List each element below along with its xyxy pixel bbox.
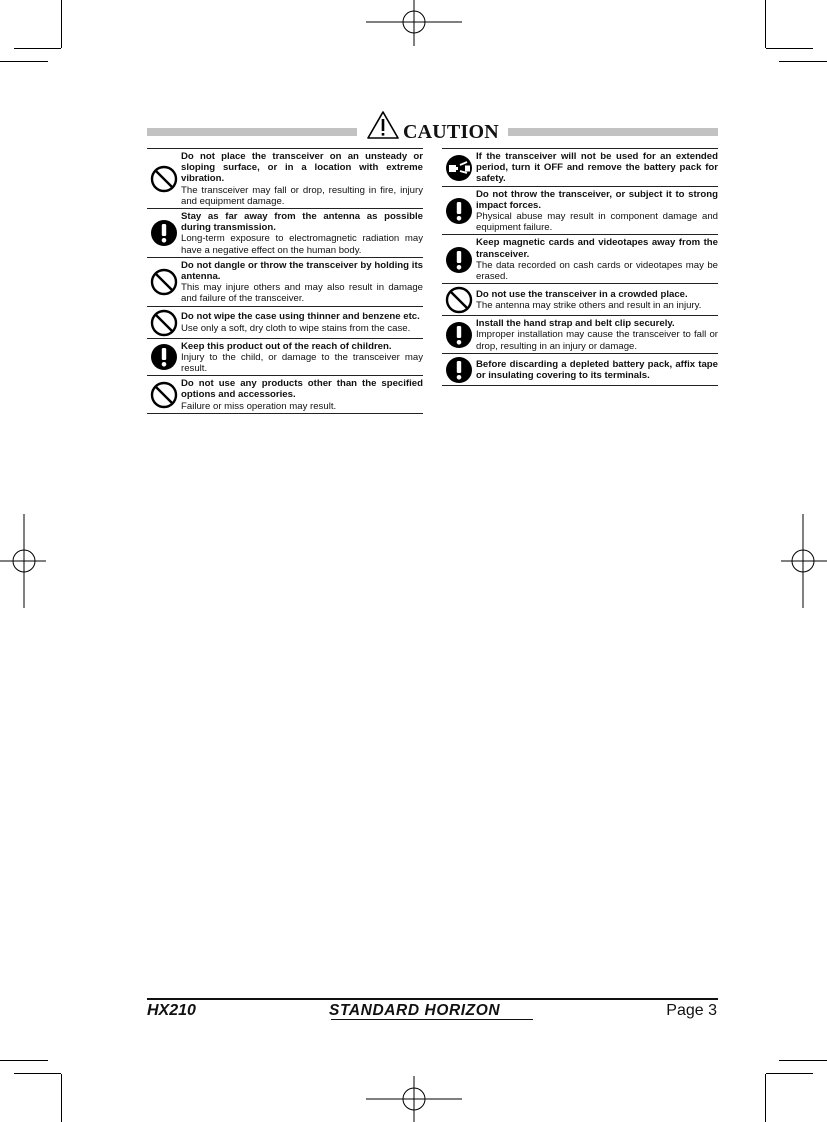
mandatory-action-icon <box>442 197 476 225</box>
caution-item-note: The antenna may strike others and result in an injury. <box>476 300 702 312</box>
caution-item-title: Do not use any products other than the specified options and accessories. <box>181 378 423 401</box>
prohibited-icon <box>147 165 181 193</box>
caution-item <box>442 186 718 235</box>
caution-item-note: Failure or miss operation may result. <box>181 400 337 412</box>
caution-item-note: Physical abuse may result in component damage and equipment failure. <box>476 211 718 234</box>
prohibited-icon <box>442 286 476 314</box>
caution-item-note: This may injure others and may also result in damage and failure of the transceiver. <box>181 282 423 305</box>
caution-item-note: Improper installation may cause the transceiver to fall or drop, resulting in an injury or damage. <box>476 329 718 352</box>
prohibited-icon <box>147 268 181 296</box>
caution-item <box>147 375 423 413</box>
caution-item-title: Keep this product out of the reach of children. <box>181 340 392 352</box>
mandatory-action-icon <box>147 219 181 247</box>
caution-item <box>442 353 718 385</box>
footer-model: HX210 <box>147 1002 196 1019</box>
caution-item-title: Stay as far away from the antenna as possible during transmission. <box>181 211 423 234</box>
caution-item-title: Do not dangle or throw the transceiver by holding its antenna. <box>181 259 423 283</box>
caution-item <box>147 148 423 208</box>
registration-mark-bottom <box>364 1074 464 1122</box>
heading-bar-left <box>147 128 357 136</box>
caution-item <box>147 306 423 338</box>
prohibited-icon <box>147 309 181 337</box>
caution-item <box>442 283 718 315</box>
battery-disconnect-icon <box>442 154 476 182</box>
caution-item-title: Before discarding a depleted battery pack, affix tape or insulating covering to its terminals. <box>476 358 718 381</box>
mandatory-action-icon <box>147 343 181 371</box>
caution-item <box>442 234 718 283</box>
mandatory-action-icon <box>442 246 476 274</box>
footer-rule <box>147 998 718 1000</box>
caution-item-note: The data recorded on cash cards or videotapes may be erased. <box>476 259 718 283</box>
warning-triangle-icon <box>366 110 400 140</box>
caution-item <box>147 338 423 376</box>
caution-item <box>442 148 718 186</box>
caution-list-right <box>442 148 718 386</box>
caution-item-note: Injury to the child, or damage to the transceiver may result. <box>181 351 423 375</box>
heading-bar-right <box>508 128 718 136</box>
registration-mark-right <box>779 514 827 610</box>
caution-item-title: Do not wipe the case using thinner and benzene etc. <box>181 311 420 323</box>
caution-item-title: If the transceiver will not be used for an extended period, turn it OFF and remove the battery pack for safety. <box>476 151 718 185</box>
caution-item-title: Do not place the transceiver on an unsteady or sloping surface, or in a location with extreme vibration. <box>181 151 423 185</box>
mandatory-action-icon <box>442 356 476 384</box>
footer-brand-underline <box>331 1019 533 1020</box>
caution-item-title: Install the hand strap and belt clip securely. <box>476 318 675 330</box>
footer-page-number: Page 3 <box>666 1002 717 1019</box>
caution-item-note: Long-term exposure to electromagnetic radiation may have a negative effect on the human body. <box>181 233 423 256</box>
caution-item-title: Keep magnetic cards and videotapes away from the transceiver. <box>476 237 718 260</box>
caution-item <box>147 257 423 306</box>
prohibited-icon <box>147 381 181 409</box>
registration-mark-left <box>0 514 48 610</box>
caution-list-left <box>147 148 423 414</box>
registration-mark-top <box>364 0 464 48</box>
caution-item <box>147 208 423 257</box>
mandatory-action-icon <box>442 321 476 349</box>
caution-item-title: Do not throw the transceiver, or subject it to strong impact forces. <box>476 188 718 211</box>
caution-item-note: The transceiver may fall or drop, resulting in fire, injury and equipment damage. <box>181 184 423 207</box>
caution-item <box>442 315 718 353</box>
caution-item-title: Do not use the transceiver in a crowded place. <box>476 289 688 301</box>
page-title: CAUTION <box>403 121 499 143</box>
footer-brand: STANDARD HORIZON <box>329 1002 501 1019</box>
caution-item-note: Use only a soft, dry cloth to wipe stains from the case. <box>181 322 411 334</box>
